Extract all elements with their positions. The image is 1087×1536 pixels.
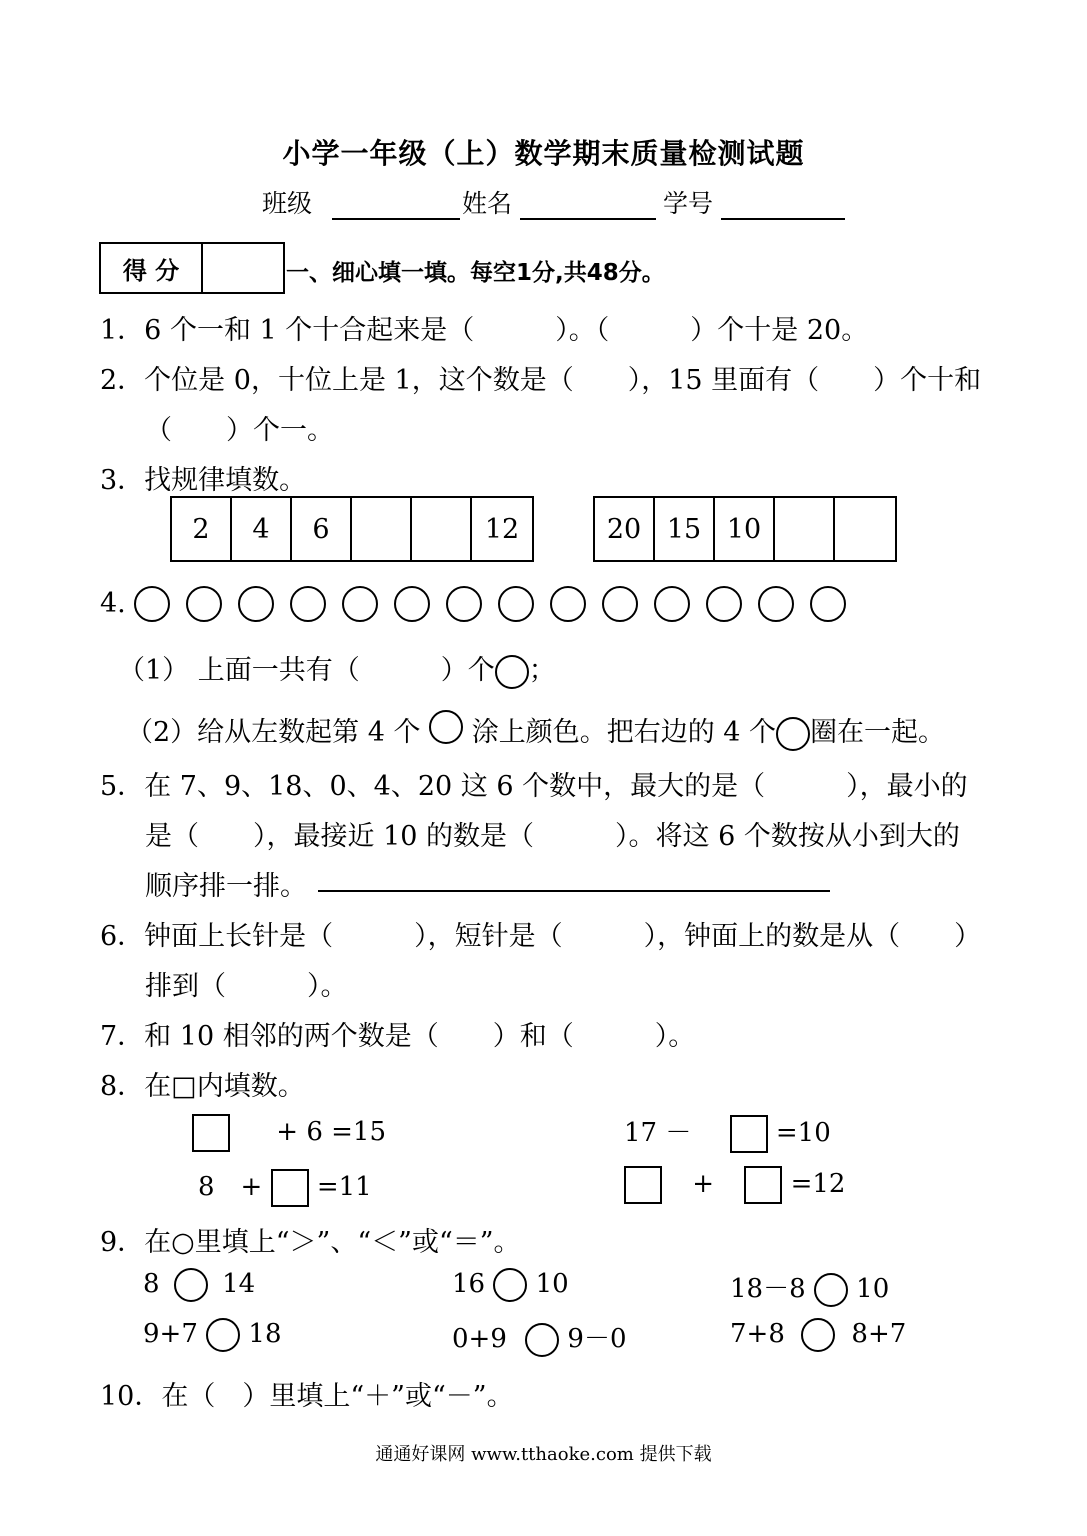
page-title: 小学一年级（上）数学期末质量检测试题	[282, 137, 805, 170]
seq2-blank-cell[interactable]	[835, 498, 895, 560]
compare-left: 18－8	[730, 1274, 806, 1304]
footer-credit: 通通好课网 www.tthaoke.com 提供下载	[375, 1444, 712, 1465]
question-6-line2: 排到（ ）。	[145, 971, 348, 1002]
compare-right: 10	[856, 1274, 890, 1304]
compare-right: 10	[535, 1269, 569, 1299]
q4-2-text-a: （2）给从左数起第 4 个	[126, 717, 421, 748]
compare-item	[143, 1318, 282, 1352]
seq2-cell: 10	[715, 498, 775, 560]
score-label: 得 分	[101, 244, 203, 292]
circle-icon[interactable]	[654, 586, 690, 622]
compare-circle[interactable]	[174, 1268, 208, 1302]
compare-left: 7+8	[730, 1319, 785, 1349]
compare-right: 18	[248, 1319, 282, 1349]
question-3: 3．找规律填数。	[100, 465, 307, 496]
compare-left: 8	[143, 1269, 160, 1299]
compare-circle[interactable]	[525, 1323, 559, 1357]
question-4-2	[126, 710, 945, 751]
score-blank[interactable]	[203, 244, 283, 292]
q8-d-mid: +	[692, 1169, 715, 1199]
answer-box[interactable]	[192, 1114, 230, 1152]
compare-item	[452, 1318, 627, 1357]
circle-icon[interactable]	[602, 586, 638, 622]
compare-right: 9－0	[567, 1324, 627, 1354]
circle-icon[interactable]	[706, 586, 742, 622]
q8-equation-b	[624, 1112, 831, 1153]
q4-2-text-c: 圈在一起。	[810, 717, 946, 748]
q8-b-pre: 17 －	[624, 1118, 692, 1148]
q8-a-rest: + 6 =15	[276, 1117, 386, 1147]
q8-c-pre: 8 +	[198, 1172, 263, 1202]
answer-box[interactable]	[744, 1166, 782, 1204]
question-5-line2: 是（ ），最接近 10 的数是（ ）。将这 6 个数按从小到大的	[145, 821, 960, 852]
circle-icon[interactable]	[758, 586, 794, 622]
question-8: 8．在□内填数。	[100, 1071, 305, 1102]
q4-2-text-b: 涂上颜色。把右边的 4 个	[471, 717, 777, 748]
question-7: 7．和 10 相邻的两个数是（ ）和（ ）。	[100, 1021, 696, 1052]
seq1-cell: 6	[292, 498, 352, 560]
score-box	[99, 242, 285, 294]
circle-icon[interactable]	[446, 586, 482, 622]
circle-icon[interactable]	[550, 586, 586, 622]
seq1-cell: 12	[484, 513, 520, 545]
section-heading: 一、细心填一填。每空1分,共48分。	[286, 260, 665, 286]
question-1: 1．6 个一和 1 个十合起来是（ ）。（ ）个十是 20。	[100, 315, 869, 346]
name-label: 姓名	[462, 189, 513, 218]
question-5-line1: 5．在 7、9、18、0、4、20 这 6 个数中，最大的是（ ），最小的	[100, 771, 968, 802]
circle-icon	[429, 710, 463, 744]
q4-1-tail: ；	[528, 655, 556, 686]
circle-icon[interactable]	[238, 586, 274, 622]
compare-item	[143, 1268, 255, 1302]
q8-equation-d	[624, 1166, 845, 1204]
answer-box[interactable]	[271, 1169, 309, 1207]
class-blank[interactable]	[332, 192, 460, 220]
seq2-cell: 15	[655, 498, 715, 560]
seq1-blank-cell[interactable]	[412, 498, 472, 560]
q8-b-post: =10	[775, 1118, 831, 1148]
q8-equation-c	[198, 1166, 372, 1207]
q8-c-post: =11	[316, 1172, 372, 1202]
circle-icon[interactable]	[810, 586, 846, 622]
circle-icon[interactable]	[394, 586, 430, 622]
compare-left: 9+7	[143, 1319, 198, 1349]
question-6-line1: 6．钟面上长针是（ ），短针是（ ），钟面上的数是从（ ）	[100, 921, 982, 952]
answer-line[interactable]	[318, 890, 830, 892]
compare-circle[interactable]	[814, 1273, 848, 1307]
name-field	[462, 184, 656, 220]
circle-icon[interactable]	[134, 586, 170, 622]
q8-d-post: =12	[790, 1169, 846, 1199]
compare-item	[730, 1268, 889, 1307]
circle-row	[134, 586, 846, 622]
seq2-cell: 20	[595, 498, 655, 560]
compare-right: 8+7	[851, 1319, 907, 1349]
seq1-cell: 4	[232, 498, 292, 560]
class-field	[262, 184, 460, 220]
question-9: 9．在○里填上“＞”、“＜”或“＝”。	[100, 1227, 521, 1258]
compare-left: 16	[452, 1269, 486, 1299]
q8-equation-a	[192, 1114, 386, 1152]
compare-item	[452, 1268, 569, 1302]
circle-icon	[776, 717, 810, 751]
q4-1-text: （1） 上面一共有（ ）个	[118, 655, 495, 686]
question-5-line3: 顺序排一排。	[145, 871, 307, 902]
id-label: 学号	[663, 189, 714, 218]
circle-icon	[495, 655, 529, 689]
id-blank[interactable]	[721, 192, 845, 220]
compare-left: 0+9	[452, 1324, 507, 1354]
class-label: 班级	[262, 189, 313, 218]
circle-icon[interactable]	[498, 586, 534, 622]
circle-icon[interactable]	[186, 586, 222, 622]
id-field	[663, 184, 845, 220]
seq1-blank-cell[interactable]	[352, 498, 412, 560]
seq1-cell: 2	[172, 498, 232, 560]
compare-item	[730, 1318, 906, 1352]
answer-box[interactable]	[624, 1166, 662, 1204]
name-blank[interactable]	[520, 192, 656, 220]
sequence-2	[593, 496, 897, 562]
seq2-blank-cell[interactable]	[775, 498, 835, 560]
question-4-1	[118, 648, 556, 689]
answer-box[interactable]	[730, 1115, 768, 1153]
question-4-number: 4.	[100, 588, 126, 619]
sequence-1	[170, 496, 534, 562]
circle-icon[interactable]	[290, 586, 326, 622]
circle-icon[interactable]	[342, 586, 378, 622]
compare-right: 14	[222, 1269, 256, 1299]
compare-circle[interactable]	[206, 1318, 240, 1352]
compare-circle[interactable]	[493, 1268, 527, 1302]
question-2-line2: （ ）个一。	[145, 415, 334, 446]
question-2-line1: 2．个位是 0，十位上是 1，这个数是（ ），15 里面有（ ）个十和	[100, 365, 982, 396]
question-10: 10．在（ ）里填上“＋”或“－”。	[100, 1381, 514, 1412]
compare-circle[interactable]	[801, 1318, 835, 1352]
